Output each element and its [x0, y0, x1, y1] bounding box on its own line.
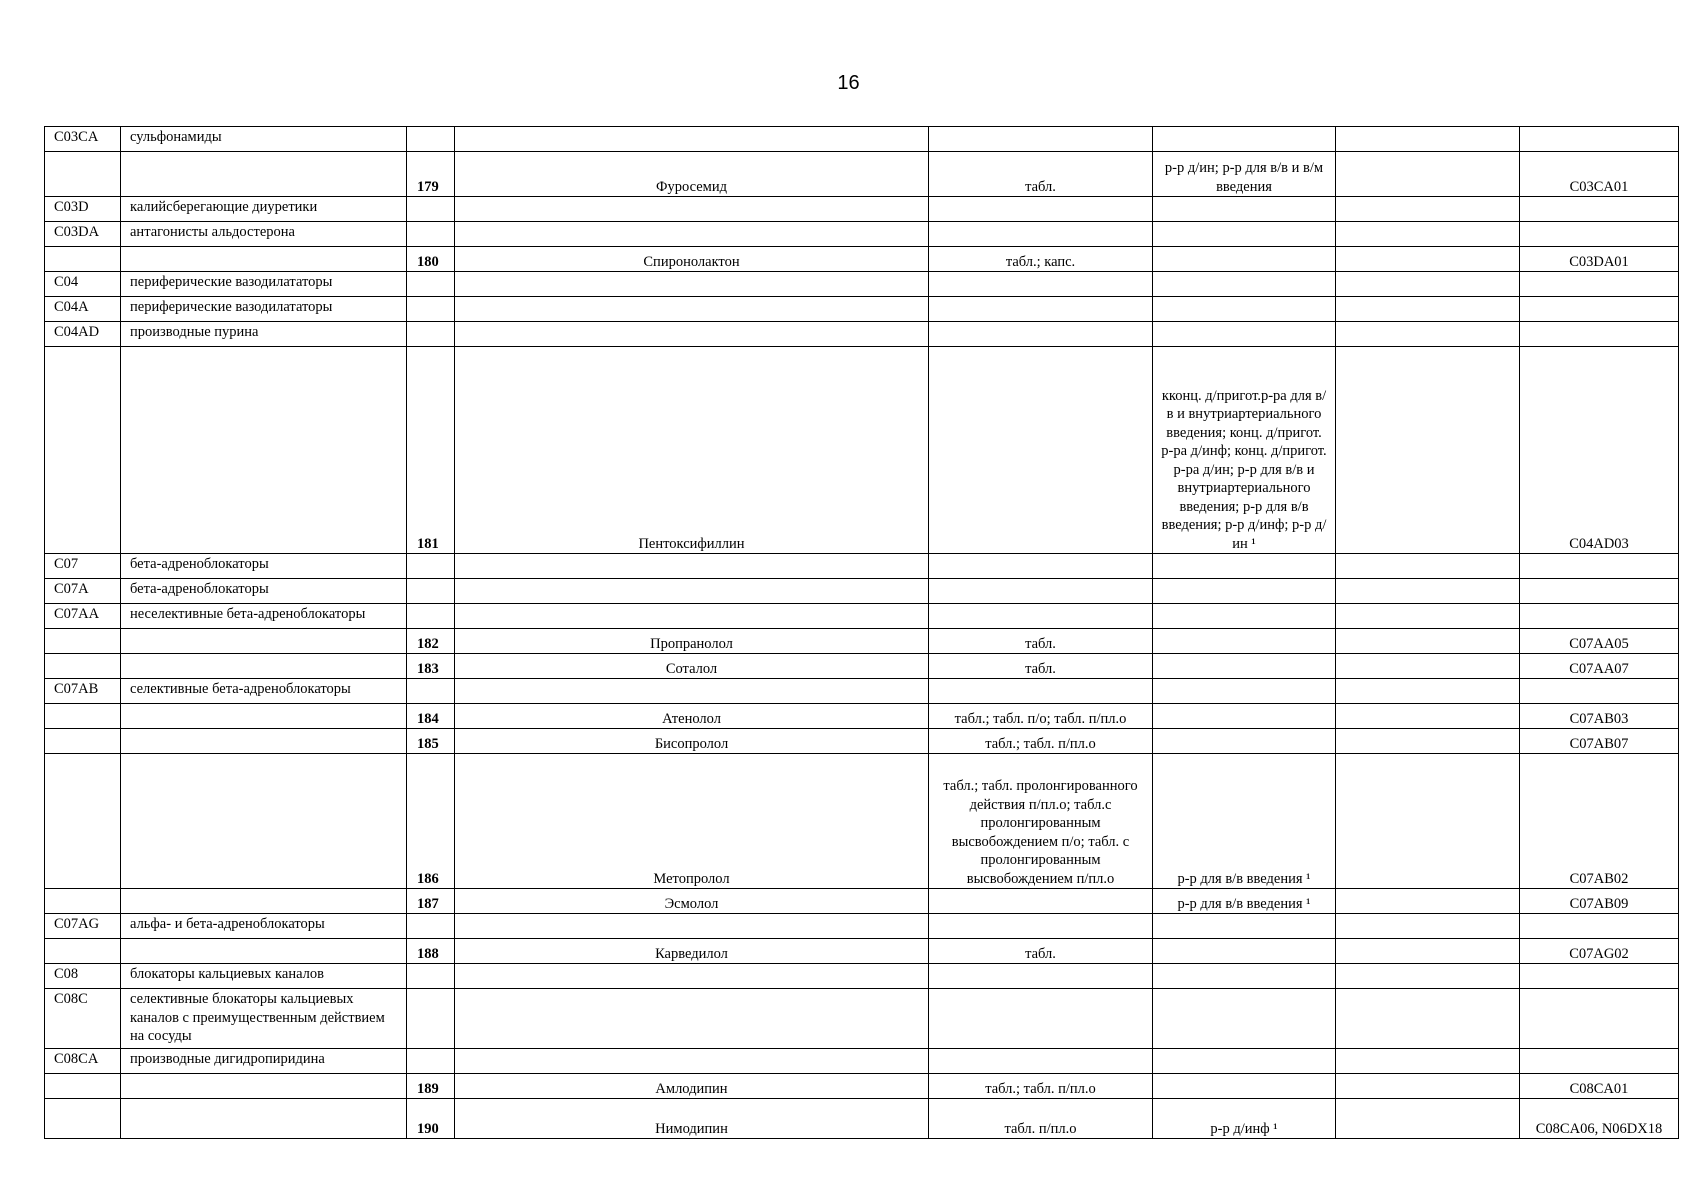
drug-name-cell: Эсмолол — [455, 889, 929, 914]
note-cell — [1336, 754, 1520, 889]
dosage-form-cell — [929, 272, 1153, 297]
drug-name-cell — [455, 222, 929, 247]
drug-name-cell — [455, 1049, 929, 1074]
row-number-cell — [407, 322, 455, 347]
atc-code-cell: C07A — [45, 579, 121, 604]
row-number-cell — [407, 554, 455, 579]
drug-name-cell — [455, 679, 929, 704]
group-name-cell: сульфонамиды — [121, 127, 407, 152]
code-cell — [1520, 127, 1679, 152]
injection-form-cell — [1153, 654, 1336, 679]
note-cell — [1336, 1074, 1520, 1099]
code-cell — [1520, 197, 1679, 222]
injection-form-cell — [1153, 989, 1336, 1049]
atc-code-cell: C03CA — [45, 127, 121, 152]
group-name-cell: калийсберегающие диуретики — [121, 197, 407, 222]
row-number-cell — [407, 604, 455, 629]
injection-form-cell — [1153, 222, 1336, 247]
injection-form-cell — [1153, 579, 1336, 604]
group-name-cell — [121, 1074, 407, 1099]
atc-code-cell — [45, 347, 121, 554]
note-cell — [1336, 964, 1520, 989]
drug-row — [45, 1074, 1679, 1099]
injection-form-cell: р-р д/ин; р-р для в/в и в/м введения — [1153, 152, 1336, 197]
code-cell: C03DA01 — [1520, 247, 1679, 272]
atc-code-cell: C07AA — [45, 604, 121, 629]
classification-row — [45, 297, 1679, 322]
atc-code-cell — [45, 629, 121, 654]
dosage-form-cell: табл.; табл. п/пл.о — [929, 1074, 1153, 1099]
dosage-form-cell: табл. п/пл.о — [929, 1099, 1153, 1139]
classification-row — [45, 914, 1679, 939]
note-cell — [1336, 272, 1520, 297]
dosage-form-cell — [929, 347, 1153, 554]
drug-name-cell: Атенолол — [455, 704, 929, 729]
injection-form-cell: р-р д/инф ¹ — [1153, 1099, 1336, 1139]
drug-name-cell — [455, 197, 929, 222]
code-cell: C07AA05 — [1520, 629, 1679, 654]
dosage-form-cell: табл.; табл. п/о; табл. п/пл.о — [929, 704, 1153, 729]
code-cell — [1520, 579, 1679, 604]
group-name-cell — [121, 1099, 407, 1139]
row-number-cell: 184 — [407, 704, 455, 729]
group-name-cell — [121, 152, 407, 197]
injection-form-cell — [1153, 679, 1336, 704]
atc-code-cell — [45, 152, 121, 197]
classification-row — [45, 272, 1679, 297]
note-cell — [1336, 297, 1520, 322]
row-number-cell — [407, 127, 455, 152]
note-cell — [1336, 654, 1520, 679]
row-number-cell: 180 — [407, 247, 455, 272]
code-cell — [1520, 322, 1679, 347]
row-number-cell — [407, 272, 455, 297]
drug-row — [45, 347, 1679, 554]
group-name-cell: производные дигидропиридина — [121, 1049, 407, 1074]
classification-row — [45, 197, 1679, 222]
dosage-form-cell — [929, 914, 1153, 939]
drug-name-cell: Пропранолол — [455, 629, 929, 654]
note-cell — [1336, 939, 1520, 964]
atc-code-cell: C03DA — [45, 222, 121, 247]
group-name-cell: блокаторы кальциевых каналов — [121, 964, 407, 989]
code-cell: C07AA07 — [1520, 654, 1679, 679]
note-cell — [1336, 247, 1520, 272]
drug-name-cell — [455, 554, 929, 579]
dosage-form-cell: табл.; табл. пролонгированного действия п/пл.о; табл.с пролонгированным высвобождением п/о; табл. с пролонгированным высвобождением п/пл.о — [929, 754, 1153, 889]
note-cell — [1336, 989, 1520, 1049]
atc-code-cell — [45, 247, 121, 272]
dosage-form-cell — [929, 197, 1153, 222]
dosage-form-cell — [929, 127, 1153, 152]
note-cell — [1336, 197, 1520, 222]
dosage-form-cell: табл.; капс. — [929, 247, 1153, 272]
drug-name-cell: Спиронолактон — [455, 247, 929, 272]
group-name-cell — [121, 704, 407, 729]
injection-form-cell — [1153, 247, 1336, 272]
drug-name-cell — [455, 127, 929, 152]
row-number-cell: 183 — [407, 654, 455, 679]
code-cell — [1520, 272, 1679, 297]
atc-code-cell — [45, 654, 121, 679]
injection-form-cell: р-р для в/в введения ¹ — [1153, 754, 1336, 889]
code-cell: C08CA01 — [1520, 1074, 1679, 1099]
note-cell — [1336, 347, 1520, 554]
drug-name-cell — [455, 297, 929, 322]
group-name-cell — [121, 754, 407, 889]
classification-row — [45, 322, 1679, 347]
row-number-cell: 182 — [407, 629, 455, 654]
dosage-form-cell: табл. — [929, 939, 1153, 964]
drug-row — [45, 247, 1679, 272]
atc-code-cell: C03D — [45, 197, 121, 222]
injection-form-cell: р-р для в/в введения ¹ — [1153, 889, 1336, 914]
code-cell: C04AD03 — [1520, 347, 1679, 554]
note-cell — [1336, 127, 1520, 152]
note-cell — [1336, 554, 1520, 579]
dosage-form-cell — [929, 1049, 1153, 1074]
dosage-form-cell: табл.; табл. п/пл.о — [929, 729, 1153, 754]
dosage-form-cell — [929, 554, 1153, 579]
page-number: 16 — [837, 72, 860, 94]
drug-row — [45, 889, 1679, 914]
row-number-cell: 186 — [407, 754, 455, 889]
row-number-cell: 179 — [407, 152, 455, 197]
group-name-cell: периферические вазодилататоры — [121, 297, 407, 322]
row-number-cell — [407, 989, 455, 1049]
dosage-form-cell — [929, 889, 1153, 914]
classification-row — [45, 1049, 1679, 1074]
group-name-cell — [121, 347, 407, 554]
group-name-cell: альфа- и бета-адреноблокаторы — [121, 914, 407, 939]
row-number-cell — [407, 1049, 455, 1074]
atc-code-cell — [45, 889, 121, 914]
dosage-form-cell — [929, 222, 1153, 247]
group-name-cell — [121, 889, 407, 914]
atc-code-cell: C08C — [45, 989, 121, 1049]
injection-form-cell — [1153, 704, 1336, 729]
row-number-cell — [407, 964, 455, 989]
atc-code-cell — [45, 729, 121, 754]
atc-code-cell — [45, 1099, 121, 1139]
note-cell — [1336, 1049, 1520, 1074]
drug-name-cell — [455, 604, 929, 629]
group-name-cell: селективные блокаторы кальциевых каналов с преимущественным действием на сосуды — [121, 989, 407, 1049]
code-cell — [1520, 914, 1679, 939]
group-name-cell: производные пурина — [121, 322, 407, 347]
dosage-form-cell — [929, 679, 1153, 704]
injection-form-cell — [1153, 297, 1336, 322]
note-cell — [1336, 604, 1520, 629]
atc-code-cell: C04AD — [45, 322, 121, 347]
atc-code-cell — [45, 704, 121, 729]
code-cell: C07AB03 — [1520, 704, 1679, 729]
classification-row — [45, 679, 1679, 704]
dosage-form-cell: табл. — [929, 629, 1153, 654]
dosage-form-cell — [929, 579, 1153, 604]
injection-form-cell — [1153, 127, 1336, 152]
row-number-cell: 185 — [407, 729, 455, 754]
injection-form-cell — [1153, 629, 1336, 654]
row-number-cell: 188 — [407, 939, 455, 964]
note-cell — [1336, 322, 1520, 347]
drug-row — [45, 152, 1679, 197]
note-cell — [1336, 679, 1520, 704]
atc-code-cell: C07AB — [45, 679, 121, 704]
atc-code-cell: C08 — [45, 964, 121, 989]
row-number-cell — [407, 297, 455, 322]
classification-row — [45, 579, 1679, 604]
row-number-cell: 187 — [407, 889, 455, 914]
atc-code-cell — [45, 1074, 121, 1099]
drug-row — [45, 754, 1679, 889]
group-name-cell: селективные бета-адреноблокаторы — [121, 679, 407, 704]
atc-code-cell: C07AG — [45, 914, 121, 939]
injection-form-cell — [1153, 322, 1336, 347]
injection-form-cell — [1153, 197, 1336, 222]
code-cell — [1520, 222, 1679, 247]
drug-name-cell: Пентоксифиллин — [455, 347, 929, 554]
drug-name-cell — [455, 272, 929, 297]
note-cell — [1336, 629, 1520, 654]
classification-row — [45, 604, 1679, 629]
group-name-cell — [121, 939, 407, 964]
row-number-cell — [407, 579, 455, 604]
note-cell — [1336, 152, 1520, 197]
injection-form-cell — [1153, 939, 1336, 964]
code-cell — [1520, 1049, 1679, 1074]
group-name-cell — [121, 629, 407, 654]
code-cell — [1520, 554, 1679, 579]
injection-form-cell — [1153, 604, 1336, 629]
drug-name-cell — [455, 964, 929, 989]
group-name-cell: периферические вазодилататоры — [121, 272, 407, 297]
group-name-cell — [121, 247, 407, 272]
injection-form-cell — [1153, 1074, 1336, 1099]
injection-form-cell — [1153, 914, 1336, 939]
dosage-form-cell: табл. — [929, 152, 1153, 197]
atc-code-cell — [45, 754, 121, 889]
drug-name-cell: Нимодипин — [455, 1099, 929, 1139]
group-name-cell: антагонисты альдостерона — [121, 222, 407, 247]
drug-name-cell: Соталол — [455, 654, 929, 679]
note-cell — [1336, 222, 1520, 247]
note-cell — [1336, 889, 1520, 914]
code-cell: C07AB09 — [1520, 889, 1679, 914]
row-number-cell — [407, 679, 455, 704]
drug-name-cell: Карведилол — [455, 939, 929, 964]
row-number-cell: 189 — [407, 1074, 455, 1099]
classification-row — [45, 127, 1679, 152]
note-cell — [1336, 729, 1520, 754]
drug-row — [45, 629, 1679, 654]
classification-row — [45, 964, 1679, 989]
group-name-cell — [121, 729, 407, 754]
drug-name-cell: Амлодипин — [455, 1074, 929, 1099]
group-name-cell — [121, 654, 407, 679]
drug-name-cell: Фуросемид — [455, 152, 929, 197]
classification-row — [45, 989, 1679, 1049]
dosage-form-cell — [929, 297, 1153, 322]
atc-code-cell: C04 — [45, 272, 121, 297]
code-cell — [1520, 679, 1679, 704]
atc-code-cell: C08CA — [45, 1049, 121, 1074]
drug-name-cell — [455, 989, 929, 1049]
code-cell — [1520, 989, 1679, 1049]
atc-code-cell — [45, 939, 121, 964]
row-number-cell — [407, 197, 455, 222]
dosage-form-cell — [929, 989, 1153, 1049]
code-cell — [1520, 964, 1679, 989]
drug-name-cell — [455, 579, 929, 604]
code-cell: C07AB02 — [1520, 754, 1679, 889]
atc-code-cell: C04A — [45, 297, 121, 322]
group-name-cell: бета-адреноблокаторы — [121, 579, 407, 604]
drug-table — [44, 126, 1679, 1139]
drug-name-cell: Метопролол — [455, 754, 929, 889]
code-cell: C08CA06, N06DX18 — [1520, 1099, 1679, 1139]
row-number-cell — [407, 222, 455, 247]
injection-form-cell — [1153, 272, 1336, 297]
injection-form-cell — [1153, 964, 1336, 989]
drug-name-cell: Бисопролол — [455, 729, 929, 754]
row-number-cell: 181 — [407, 347, 455, 554]
atc-code-cell: C07 — [45, 554, 121, 579]
group-name-cell: неселективные бета-адреноблокаторы — [121, 604, 407, 629]
injection-form-cell — [1153, 554, 1336, 579]
code-cell: C07AG02 — [1520, 939, 1679, 964]
code-cell — [1520, 604, 1679, 629]
drug-name-cell — [455, 322, 929, 347]
note-cell — [1336, 579, 1520, 604]
drug-row — [45, 939, 1679, 964]
injection-form-cell — [1153, 729, 1336, 754]
row-number-cell — [407, 914, 455, 939]
group-name-cell: бета-адреноблокаторы — [121, 554, 407, 579]
dosage-form-cell: табл. — [929, 654, 1153, 679]
drug-row — [45, 1099, 1679, 1139]
drug-row — [45, 704, 1679, 729]
injection-form-cell: кконц. д/пригот.р-ра для в/в и внутриартериального введения; конц. д/пригот. р-ра д/инф; конц. д/пригот. р-ра д/ин; р-р для в/в и внутриартериального введения; р-р для в/в введения; р-р д/инф; р-р д/ин ¹ — [1153, 347, 1336, 554]
note-cell — [1336, 704, 1520, 729]
drug-row — [45, 729, 1679, 754]
classification-row — [45, 222, 1679, 247]
code-cell: C07AB07 — [1520, 729, 1679, 754]
dosage-form-cell — [929, 322, 1153, 347]
classification-row — [45, 554, 1679, 579]
note-cell — [1336, 914, 1520, 939]
dosage-form-cell — [929, 964, 1153, 989]
dosage-form-cell — [929, 604, 1153, 629]
drug-name-cell — [455, 914, 929, 939]
injection-form-cell — [1153, 1049, 1336, 1074]
code-cell — [1520, 297, 1679, 322]
note-cell — [1336, 1099, 1520, 1139]
code-cell: C03CA01 — [1520, 152, 1679, 197]
drug-row — [45, 654, 1679, 679]
row-number-cell: 190 — [407, 1099, 455, 1139]
